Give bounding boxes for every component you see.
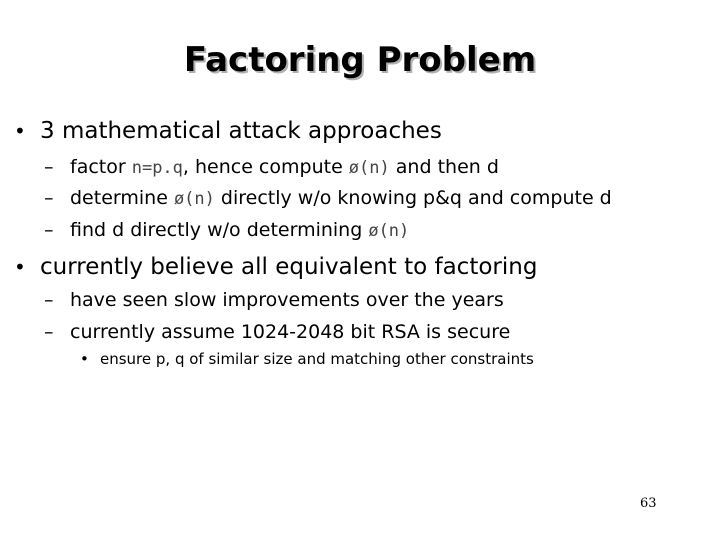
sub-item-factor: [44, 156, 499, 178]
subsub-text: ensure p, q of similar size and matching other constraints: [100, 350, 534, 368]
sub-item-rsa-secure: [44, 321, 510, 343]
page-number: 63: [640, 496, 657, 511]
sub-item-slow-improvements: [44, 289, 504, 311]
sub-text: factor: [70, 156, 132, 178]
dash-glyph: –: [44, 156, 54, 178]
sub-item-determine-phi: [44, 187, 612, 209]
bullet-glyph: •: [14, 119, 26, 143]
sub-text: , hence compute: [182, 156, 349, 178]
slide-title: Factoring Problem: [183, 40, 537, 80]
sub-text: currently assume 1024-2048 bit RSA is secure: [70, 321, 511, 343]
dash-glyph: –: [44, 321, 54, 343]
bullet-attack-approaches: [14, 118, 442, 144]
bullet-equivalent-to-factoring: [14, 254, 537, 280]
bullet-text: currently believe all equivalent to factoring: [40, 254, 538, 280]
sub-item-find-d: [44, 219, 409, 241]
bullet-glyph: •: [14, 255, 26, 279]
subsub-item-constraints: [80, 350, 534, 368]
sub-text: and then d: [389, 156, 499, 178]
math-expression: ø(n): [368, 221, 410, 241]
sub-text: have seen slow improvements over the years: [70, 289, 504, 311]
math-expression: n=p.q: [131, 158, 183, 178]
sub-text: find d directly w/o determining: [70, 219, 369, 241]
sub-text: determine: [70, 187, 174, 209]
sub-text: directly w/o knowing p&q and compute d: [214, 187, 612, 209]
math-expression: ø(n): [173, 189, 215, 209]
math-expression: ø(n): [348, 158, 390, 178]
dash-glyph: –: [44, 289, 54, 311]
dash-glyph: –: [44, 187, 54, 209]
dash-glyph: –: [44, 219, 54, 241]
bullet-glyph: •: [80, 350, 89, 368]
bullet-text: 3 mathematical attack approaches: [40, 118, 442, 144]
